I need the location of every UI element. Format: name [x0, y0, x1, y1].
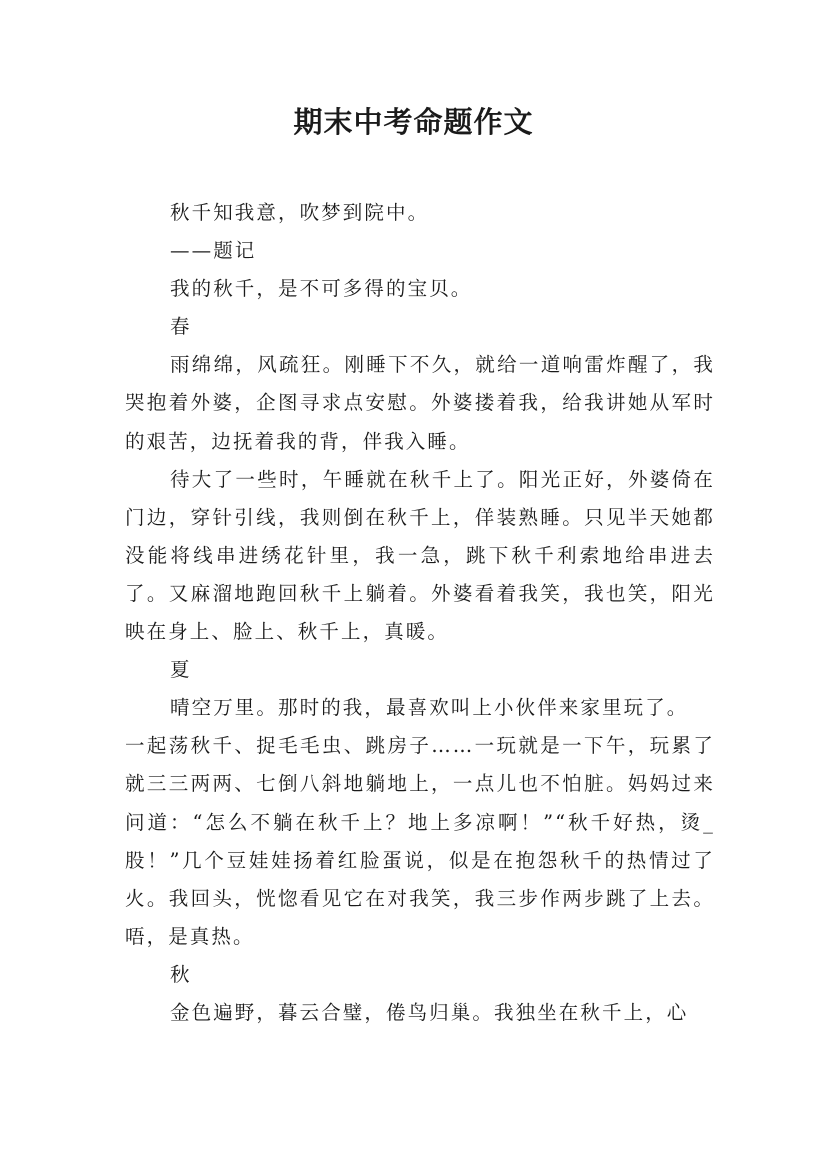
document-body: [125, 194, 715, 1032]
paragraph-spring-1: 雨绵绵，风疏狂。刚睡下不久，就给一道响雷炸醒了，我哭抱着外婆，企图寻求点安慰。外婆搂着我，给我讲她从军时的艰苦，边抚着我的背，伴我入睡。: [125, 353, 715, 453]
paragraph-summer-2: 一起荡秋千、捉毛毛虫、跳房子……一玩就是一下午，玩累了就三三两两、七倒八斜地躺地上，一点儿也不怕脏。妈妈过来问道：“怎么不躺在秋千上？地上多凉啊！”“秋千好热，烫_股！”几个豆娃娃扬着红脸蛋说，似是在抱怨秋千的热情过了火。我回头，恍惚看见它在对我笑，我三步作两步跳了上去。唔，是真热。: [125, 734, 715, 948]
paragraph-autumn-1: 金色遍野，暮云合璧，倦鸟归巢。我独坐在秋千上，心: [170, 1000, 689, 1024]
document-title: 期末中考命题作文: [293, 105, 534, 139]
epigraph-line: 秋千知我意，吹梦到院中。: [170, 201, 430, 224]
paragraph-summer-1: 晴空万里。那时的我，最喜欢叫上小伙伴来家里玩了。: [170, 696, 689, 720]
paragraph-spring-2: 待大了一些时，午睡就在秋千上了。阳光正好，外婆倚在门边，穿针引线，我则倒在秋千上，佯装熟睡。只见半天她都没能将线串进绣花针里，我一急，跳下秋千利索地给串进去了。又麻溜地跑回秋千上躺着。外婆看着我笑，我也笑，阳光映在身上、脸上、秋千上，真暖。: [125, 467, 715, 644]
section-heading-spring: 春: [170, 315, 192, 339]
intro-paragraph: 我的秋千，是不可多得的宝贝。: [170, 277, 473, 301]
section-heading-autumn: 秋: [170, 962, 192, 986]
epigraph-attribution: ——题记: [170, 239, 257, 263]
section-heading-summer: 夏: [170, 658, 192, 682]
